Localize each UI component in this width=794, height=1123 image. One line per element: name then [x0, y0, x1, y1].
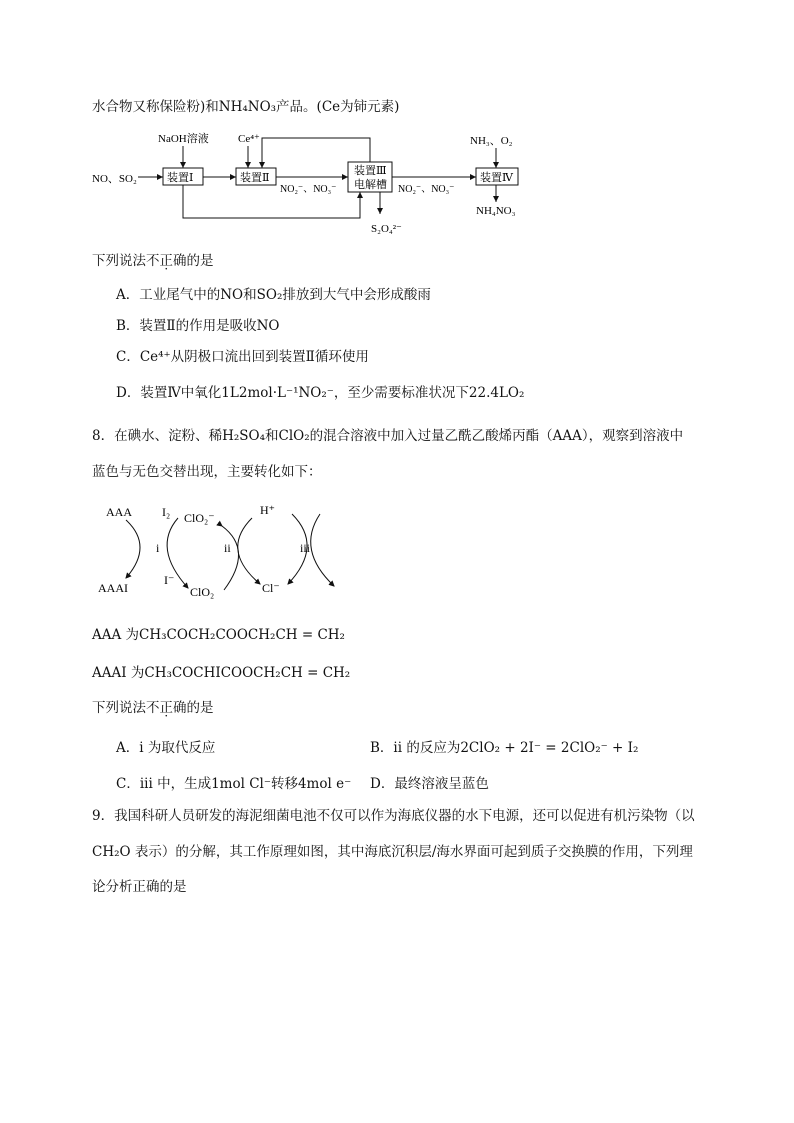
process-flow-diagram	[88, 128, 538, 240]
q8-option-c: C．iii 中，生成1mol Cl⁻转移4mol e⁻	[116, 776, 352, 792]
curve-ii-right	[238, 518, 260, 584]
q7-option-d: D．装置Ⅳ中氧化1L2mol·L⁻¹NO₂⁻，至少需要标准状况下22.4LO₂	[116, 385, 525, 401]
curve-ii-left	[222, 526, 239, 590]
q9-line-3: 论分析正确的是	[92, 879, 187, 895]
iminus-label: I⁻	[164, 573, 175, 587]
q8-prompt	[92, 699, 214, 717]
intro-line: 水合物又称保险粉)和NH₄NO₃产品。(Ce为铈元素)	[92, 99, 400, 115]
device-3-sublabel: 电解槽	[354, 179, 387, 191]
device-2-label: 装置Ⅱ	[240, 172, 270, 184]
q7-option-c: C．Ce⁴⁺从阴极口流出回到装置Ⅱ循环使用	[116, 349, 369, 365]
aaa-label: AAA	[106, 505, 132, 519]
reaction-cycle-diagram	[96, 500, 356, 608]
aaai-label: AAAI	[98, 581, 128, 595]
q8-prompt-emphasis: 不正确	[146, 700, 187, 716]
ce-label: Ce⁴⁺	[238, 133, 260, 145]
input-label: NO、SO₂	[92, 173, 137, 185]
q8-prompt-pre: 下列说法	[92, 700, 146, 716]
hplus-label: H⁺	[260, 503, 275, 517]
nh3-o2-label: NH₃、O₂	[470, 135, 513, 147]
out-ions-label: NO₂⁻、NO₃⁻	[398, 184, 455, 195]
q7-prompt-post: 的是	[186, 253, 214, 269]
mid-ions-label: NO₂⁻、NO₃⁻	[280, 184, 337, 195]
q8-def-aaai: AAAI 为CH₃COCHICOOCH₂CH = CH₂	[92, 665, 351, 681]
q9-line-1: 9．我国科研人员研发的海泥细菌电池不仅可以作为海底仪器的水下电源，还可以促进有机污染物（以	[92, 808, 695, 824]
q8-option-b: B．ii 的反应为2ClO₂ + 2I⁻ = 2ClO₂⁻ + I₂	[370, 740, 639, 756]
q8-option-a: A．i 为取代反应	[116, 740, 216, 756]
arrow-recycle	[262, 138, 370, 168]
q7-prompt	[92, 252, 214, 270]
device-1-label: 装置Ⅰ	[167, 172, 194, 184]
clo2-label: ClO₂	[190, 585, 215, 599]
device-4-label: 装置Ⅳ	[480, 172, 513, 184]
step-ii-label: ii	[224, 541, 231, 555]
nh4no3-label: NH₄NO₃	[476, 205, 516, 217]
q8-def-aaa: AAA 为CH₃COCH₂COOCH₂CH = CH₂	[92, 627, 345, 643]
naoh-label: NaOH溶液	[158, 133, 209, 145]
q7-option-a: A．工业尾气中的NO和SO₂排放到大气中会形成酸雨	[116, 287, 431, 303]
step-iii-label: iii	[300, 541, 311, 555]
q8-line-2: 蓝色与无色交替出现，主要转化如下：	[92, 464, 322, 480]
i2-label: I₂	[162, 505, 171, 519]
clo2minus-label: ClO₂⁻	[184, 511, 215, 525]
q8-line-1: 8．在碘水、淀粉、稀H₂SO₄和ClO₂的混合溶液中加入过量乙酰乙酸烯丙酯（AAA），观察到溶液中	[92, 428, 684, 444]
q7-prompt-pre: 下列说法	[92, 253, 146, 269]
s2o4-label: S₂O₄²⁻	[371, 223, 402, 235]
step-i-label: i	[156, 541, 160, 555]
curve-i-left	[126, 520, 140, 578]
clminus-label: Cl⁻	[262, 581, 280, 595]
q8-option-d: D．最终溶液呈蓝色	[370, 776, 489, 792]
q8-prompt-post: 的是	[186, 700, 214, 716]
q7-prompt-emphasis: 不正确	[146, 253, 187, 269]
curve-iii-right	[311, 514, 334, 586]
device-3-label: 装置Ⅲ	[354, 165, 387, 177]
q9-line-2: CH₂O 表示）的分解，其工作原理如图，其中海底沉积层/海水界面可起到质子交换膜的作用，下列理	[92, 844, 693, 860]
q7-option-b: B．装置Ⅱ的作用是吸收NO	[116, 318, 280, 334]
